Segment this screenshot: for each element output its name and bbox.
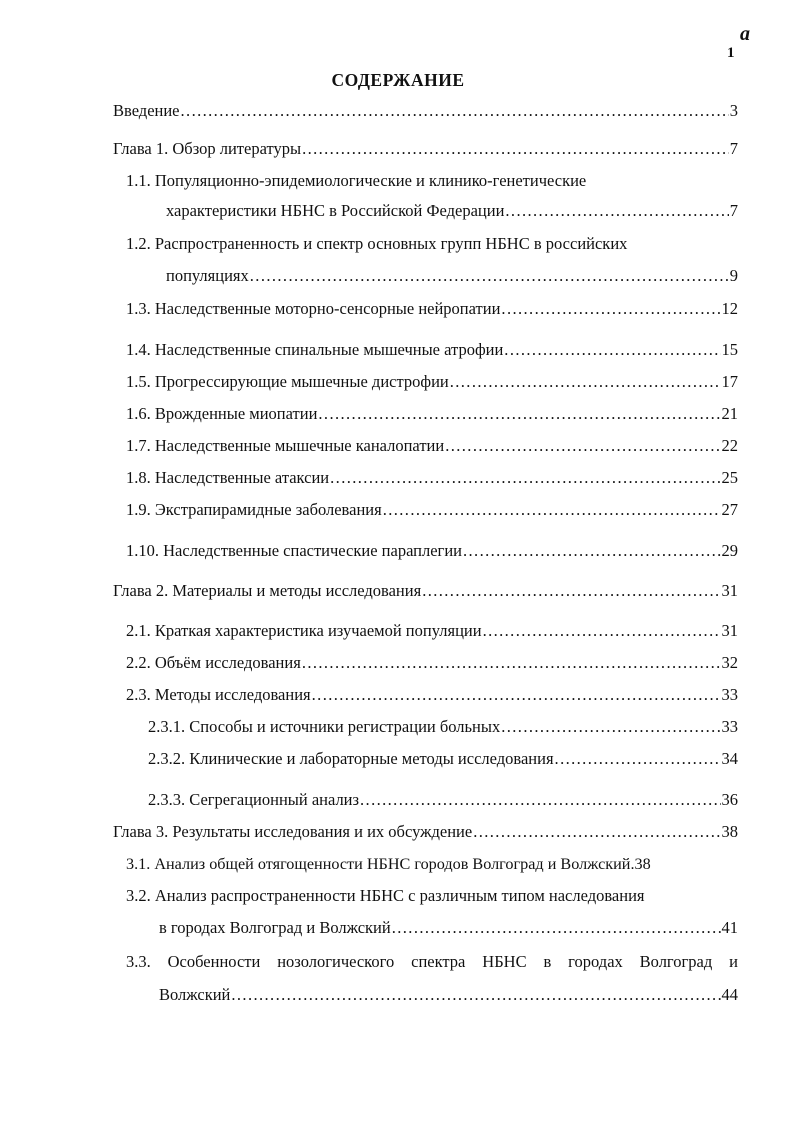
toc-entry-2-3-3: 2.3.3. Сегрегационный анализ ..... 36 bbox=[148, 789, 738, 811]
toc-entry-1-6: 1.6. Врожденные миопатии ..... 21 bbox=[126, 403, 738, 425]
toc-entry-1-10: 1.10. Наследственные спастические параплегии ..... 29 bbox=[126, 540, 738, 562]
toc-entry-1-2: популяциях ..... 9 bbox=[166, 265, 738, 287]
page-title: СОДЕРЖАНИЕ bbox=[331, 70, 465, 90]
toc-entry-3-1: 3.1. Анализ общей отягощенности НБНС городов Волгоград и Волжский.38 bbox=[126, 855, 651, 873]
toc-entry-3-3-line1: 3.3. Особенности нозологического спектра НБНС в городах Волгоград и bbox=[126, 952, 738, 971]
toc-entry-2-2: 2.2. Объём исследования ..... 32 bbox=[126, 652, 738, 674]
toc-entry-1-5: 1.5. Прогрессирующие мышечные дистрофии ..... 17 bbox=[126, 371, 738, 393]
toc-entry-2-3-1: 2.3.1. Способы и источники регистрации больных ..... 33 bbox=[148, 716, 738, 738]
toc-entry-3-2-line1: 3.2. Анализ распространенности НБНС с различным типом наследования bbox=[126, 886, 645, 905]
toc-entry-1-8: 1.8. Наследственные атаксии ..... 25 bbox=[126, 467, 738, 489]
toc-entry-1-7: 1.7. Наследственные мышечные каналопатии ..... 22 bbox=[126, 435, 738, 457]
toc-entry-1-2-line1: 1.2. Распространенность и спектр основных групп НБНС в российских bbox=[126, 234, 628, 253]
page-number: 1 bbox=[727, 45, 735, 61]
toc-entry-3-3: Волжский ..... 44 bbox=[159, 984, 738, 1006]
toc-entry-1-1-line1: 1.1. Популяционно-эпидемиологические и клинико-генетические bbox=[126, 171, 587, 190]
toc-entry-2-3-2: 2.3.2. Клинические и лабораторные методы исследования ..... 34 bbox=[148, 748, 738, 770]
toc-entry-chapter-1: Глава 1. Обзор литературы ..... 7 bbox=[113, 138, 738, 160]
toc-entry-intro: Введение ..... 3 bbox=[113, 100, 738, 122]
toc-entry-3-2: в городах Волгоград и Волжский ..... 41 bbox=[159, 917, 738, 939]
toc-entry-2-1: 2.1. Краткая характеристика изучаемой популяции ..... 31 bbox=[126, 620, 738, 642]
handwritten-mark: a bbox=[740, 23, 750, 45]
toc-entry-1-9: 1.9. Экстрапирамидные заболевания ..... 27 bbox=[126, 499, 738, 521]
toc-entry-chapter-3: Глава 3. Результаты исследования и их обсуждение ..... 38 bbox=[113, 821, 738, 843]
toc-entry-1-4: 1.4. Наследственные спинальные мышечные атрофии ..... 15 bbox=[126, 339, 738, 361]
toc-entry-2-3: 2.3. Методы исследования ..... 33 bbox=[126, 684, 738, 706]
toc-entry-1-1: характеристики НБНС в Российской Федерации ..... 7 bbox=[166, 200, 738, 222]
toc-entry-chapter-2: Глава 2. Материалы и методы исследования ..... 31 bbox=[113, 580, 738, 602]
toc-entry-1-3: 1.3. Наследственные моторно-сенсорные нейропатии ..... 12 bbox=[126, 298, 738, 320]
